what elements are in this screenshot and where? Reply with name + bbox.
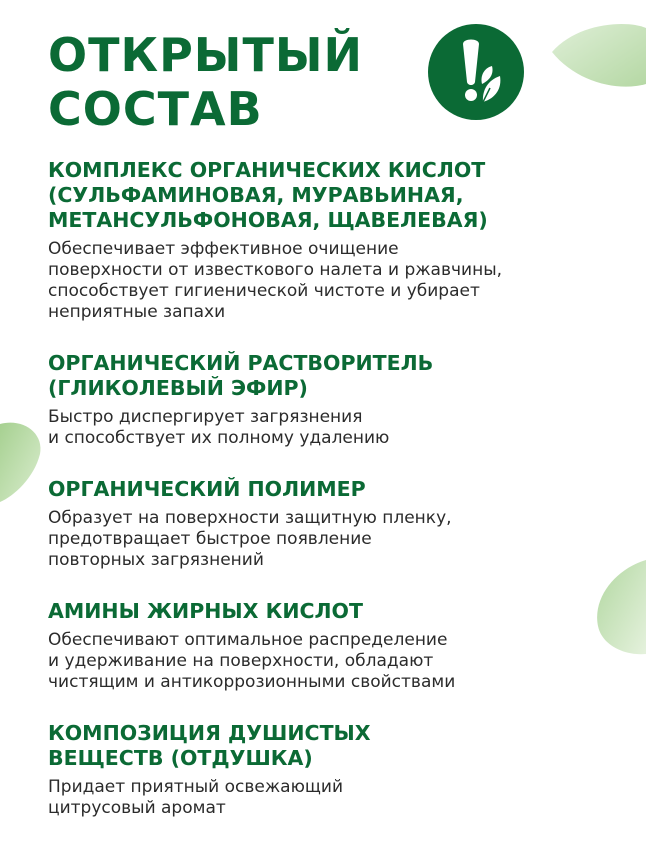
description-line: предотвращает быстрое появление [48,529,372,549]
item-heading [48,721,608,771]
page-title [48,28,363,136]
description-line: повторных загрязнений [48,550,264,570]
heading-line: ОРГАНИЧЕСКИЙ РАСТВОРИТЕЛЬ [48,351,434,375]
description-line: и удерживание на поверхности, обладают [48,651,434,671]
heading-line: КОМПЛЕКС ОРГАНИЧЕСКИХ КИСЛОТ [48,158,486,182]
heading-line: АМИНЫ ЖИРНЫХ КИСЛОТ [48,599,363,623]
description-line: поверхности от известкового налета и ржавчины, [48,260,503,280]
exclamation-leaf-badge [428,24,524,120]
description-line: Придает приятный освежающий [48,777,344,797]
composition-item [48,351,608,449]
heading-line: ВЕЩЕСТВ (ОТДУШКА) [48,746,313,770]
leaf-top-right-icon [548,18,646,98]
item-description [48,239,608,323]
description-line: неприятные запахи [48,302,226,322]
description-line: Образует на поверхности защитную пленку, [48,508,452,528]
description-line: Обеспечивают оптимальное распределение [48,630,448,650]
heading-line: КОМПОЗИЦИЯ ДУШИСТЫХ [48,721,371,745]
leaf-left-middle-icon [0,418,46,504]
description-line: Быстро диспергирует загрязнения [48,407,363,427]
composition-item [48,599,608,693]
composition-item [48,477,608,571]
item-heading [48,158,608,233]
composition-item [48,158,608,323]
title-line: ОТКРЫТЫЙ [48,28,363,82]
item-description [48,777,608,819]
heading-line: ОРГАНИЧЕСКИЙ ПОЛИМЕР [48,477,366,501]
description-line: цитрусовый аромат [48,798,226,818]
title-line: СОСТАВ [48,82,263,136]
description-line: Обеспечивает эффективное очищение [48,239,399,259]
exclamation-leaf-icon [428,24,524,120]
composition-item [48,721,608,819]
item-description [48,508,608,571]
item-heading [48,351,608,401]
heading-line: (СУЛЬФАМИНОВАЯ, МУРАВЬИНАЯ, [48,183,464,207]
item-heading [48,599,608,624]
heading-line: МЕТАНСУЛЬФОНОВАЯ, ЩАВЕЛЕВАЯ) [48,208,488,232]
item-heading [48,477,608,502]
description-line: и способствует их полному удалению [48,428,390,448]
item-description [48,630,608,693]
description-line: способствует гигиенической чистоте и убирает [48,281,480,301]
description-line: чистящим и антикоррозионными свойствами [48,672,456,692]
composition-list [48,158,608,847]
heading-line: (ГЛИКОЛЕВЫЙ ЭФИР) [48,376,308,400]
item-description [48,407,608,449]
